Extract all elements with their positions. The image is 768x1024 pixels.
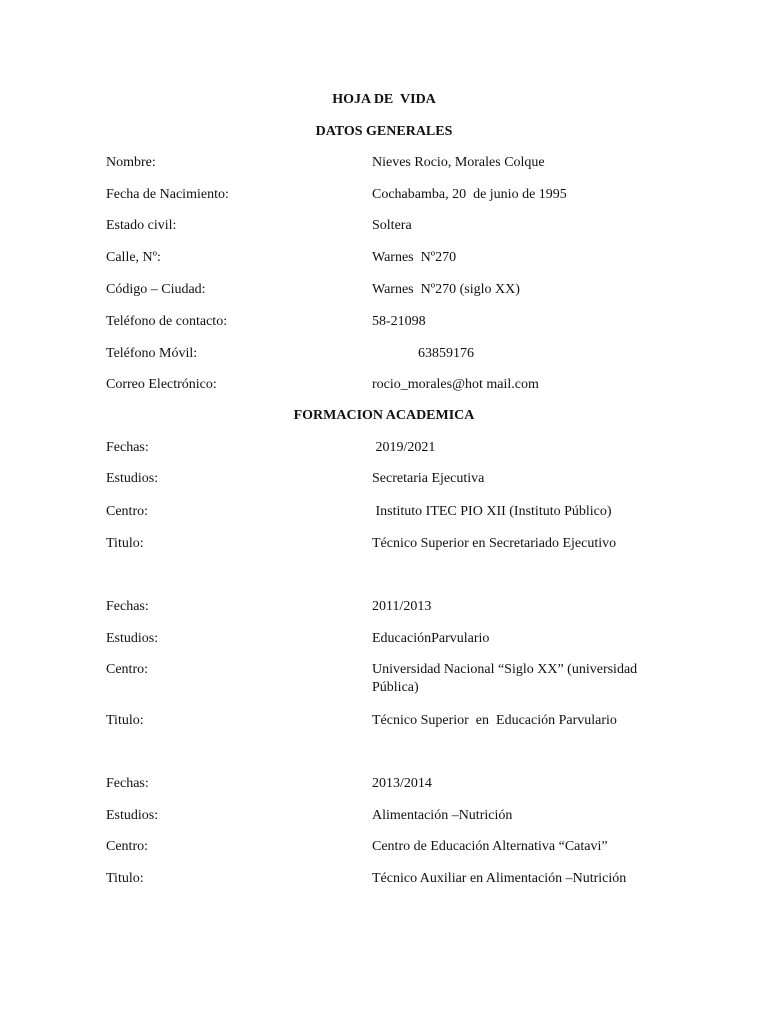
field-value: Instituto ITEC PIO XII (Instituto Público) <box>372 504 612 519</box>
field-value: 2013/2014 <box>372 776 432 791</box>
field-value: Warnes Nº270 <box>372 250 457 265</box>
field-label: Centro: <box>106 504 148 519</box>
field-value: Técnico Superior en Educación Parvulario <box>372 713 617 728</box>
field-label: Teléfono Móvil: <box>106 346 198 361</box>
field-label: Fechas: <box>106 599 149 614</box>
field-value: Soltera <box>372 218 412 233</box>
field-value: Técnico Superior en Secretariado Ejecutivo <box>372 536 617 551</box>
field-value: 58-21098 <box>372 314 426 329</box>
field-value: Nieves Rocio, Morales Colque <box>372 155 545 170</box>
field-label: Fechas: <box>106 440 149 455</box>
field-label: Nombre: <box>106 155 156 170</box>
field-value: Secretaria Ejecutiva <box>372 471 485 486</box>
field-value: Centro de Educación Alternativa “Catavi” <box>372 839 608 854</box>
field-label: Estudios: <box>106 471 159 486</box>
section-heading-datos-generales: DATOS GENERALES <box>315 124 453 139</box>
field-label: Código – Ciudad: <box>106 282 206 297</box>
field-value: Cochabamba, 20 de junio de 1995 <box>372 187 567 202</box>
field-value: 2019/2021 <box>372 440 436 455</box>
field-label: Fecha de Nacimiento: <box>106 187 229 202</box>
field-label: Centro: <box>106 839 148 854</box>
field-value: 63859176 <box>418 346 474 361</box>
field-label: Centro: <box>106 662 148 677</box>
field-value: Alimentación –Nutrición <box>372 808 513 823</box>
field-label: Fechas: <box>106 776 149 791</box>
field-label: Estudios: <box>106 808 159 823</box>
field-value: EducaciónParvulario <box>372 631 490 646</box>
field-label: Titulo: <box>106 713 144 728</box>
field-value: Técnico Auxiliar en Alimentación –Nutrición <box>372 871 627 886</box>
field-value: Warnes Nº270 (siglo XX) <box>372 282 520 297</box>
field-label: Correo Electrónico: <box>106 377 217 392</box>
field-label: Teléfono de contacto: <box>106 314 228 329</box>
field-label: Titulo: <box>106 536 144 551</box>
field-label: Estado civil: <box>106 218 177 233</box>
field-label: Titulo: <box>106 871 144 886</box>
field-value: 2011/2013 <box>372 599 432 614</box>
field-label: Calle, Nº: <box>106 250 161 265</box>
section-heading-formacion-academica: FORMACION ACADEMICA <box>293 408 475 423</box>
document-title: HOJA DE VIDA <box>332 92 436 107</box>
field-label: Estudios: <box>106 631 159 646</box>
field-value: Universidad Nacional “Siglo XX” (universidad Pública) <box>372 662 641 695</box>
field-value: rocio_morales@hot mail.com <box>372 377 539 392</box>
